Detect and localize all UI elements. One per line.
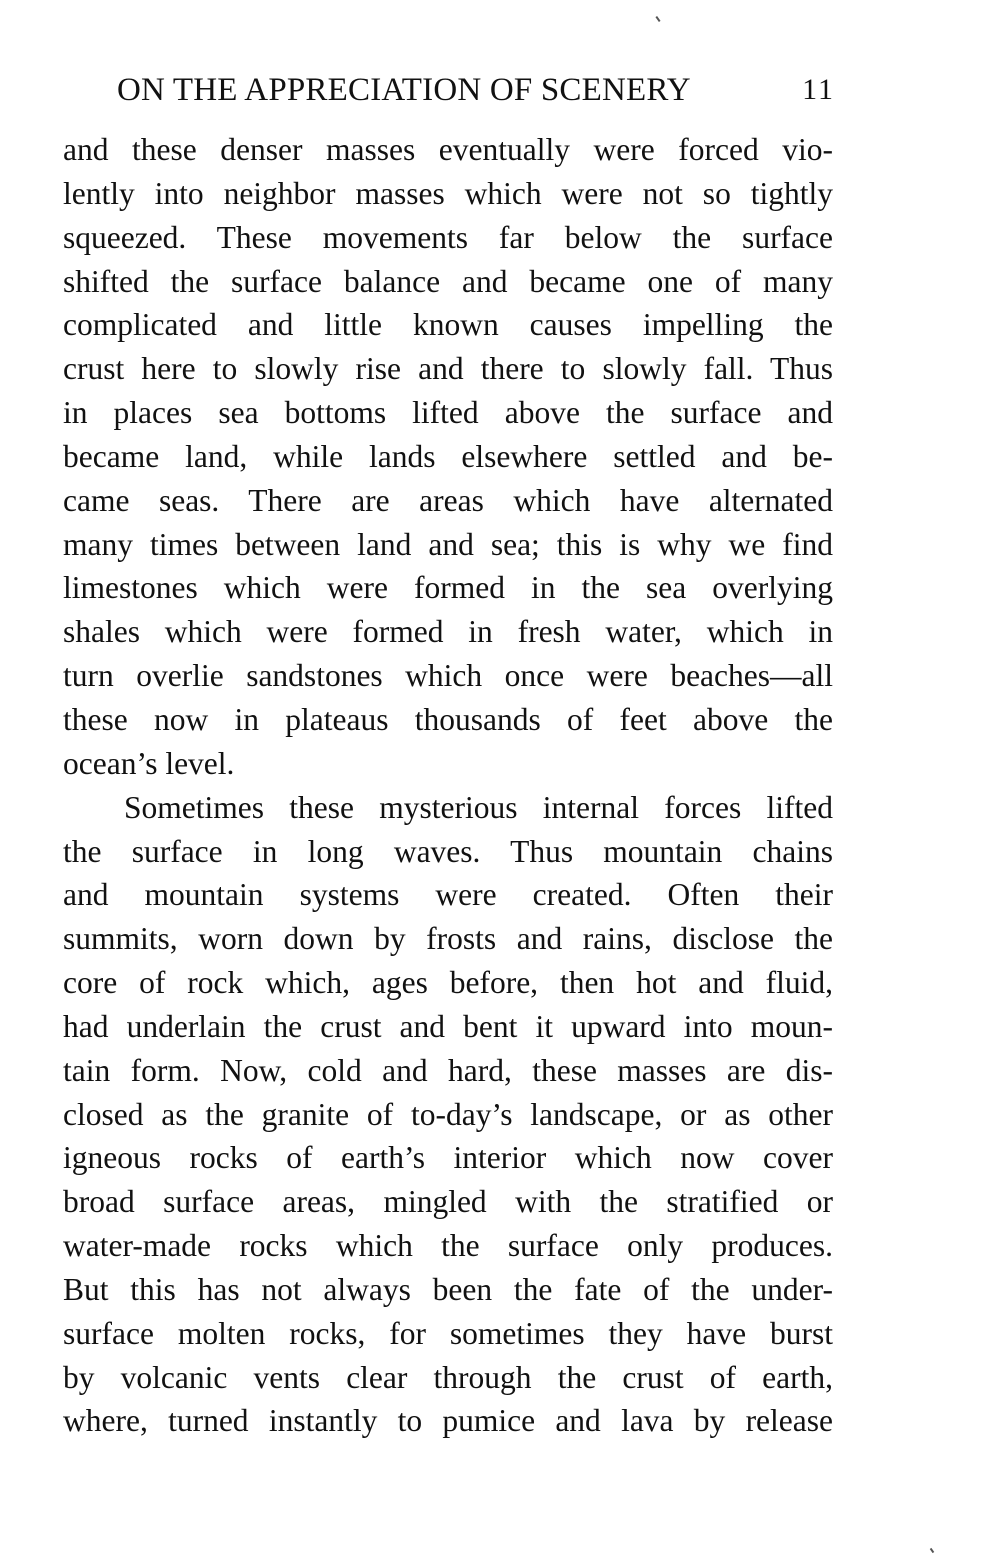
text-line: came seas. There are areas which have alternated bbox=[63, 482, 833, 518]
paragraph-2 bbox=[63, 786, 833, 1444]
text-line: water-made rocks which the surface only produces. bbox=[63, 1228, 833, 1264]
text-line: limestones which were formed in the sea overlying bbox=[63, 570, 833, 606]
text-line: shales which were formed in fresh water, which in bbox=[63, 614, 833, 650]
text-line: But this has not always been the fate of the under- bbox=[63, 1271, 833, 1307]
paragraph-1 bbox=[63, 128, 833, 786]
text-line: these now in plateaus thousands of feet above the bbox=[63, 701, 833, 737]
text-line: and these denser masses eventually were forced vio- bbox=[63, 132, 833, 167]
text-line: broad surface areas, mingled with the stratified or bbox=[63, 1184, 833, 1220]
ink-speck-mark bbox=[655, 16, 660, 22]
text-line: shifted the surface balance and became one of many bbox=[63, 263, 833, 299]
body-text bbox=[63, 128, 833, 1443]
text-line: became land, while lands elsewhere settled and be- bbox=[63, 438, 833, 474]
text-line: had underlain the crust and bent it upward into moun- bbox=[63, 1008, 833, 1044]
running-head bbox=[117, 68, 835, 112]
text-line: many times between land and sea; this is why we find bbox=[63, 526, 833, 562]
text-line: squeezed. These movements far below the surface bbox=[63, 219, 833, 255]
text-line: in places sea bottoms lifted above the surface and bbox=[63, 395, 833, 431]
page-number: 11 bbox=[802, 73, 835, 106]
text-line: closed as the granite of to-day’s landscape, or as other bbox=[63, 1096, 833, 1132]
text-line: turn overlie sandstones which once were beaches—all bbox=[63, 658, 833, 694]
text-line: where, turned instantly to pumice and lava by release bbox=[63, 1403, 833, 1439]
text-line: crust here to slowly rise and there to slowly fall. Thus bbox=[63, 351, 833, 387]
text-line: ocean’s level. bbox=[63, 745, 235, 781]
text-line: tain form. Now, cold and hard, these masses are dis- bbox=[63, 1052, 833, 1088]
text-line: the surface in long waves. Thus mountain chains bbox=[63, 833, 833, 869]
text-line: complicated and little known causes impelling the bbox=[63, 307, 833, 343]
running-title: ON THE APPRECIATION OF SCENERY bbox=[117, 72, 691, 108]
ink-speck-mark bbox=[930, 1548, 935, 1553]
text-line: summits, worn down by frosts and rains, disclose the bbox=[63, 921, 833, 957]
text-line: core of rock which, ages before, then hot and fluid, bbox=[63, 965, 833, 1001]
text-line: Sometimes these mysterious internal forces lifted bbox=[124, 789, 833, 825]
text-line: and mountain systems were created. Often their bbox=[63, 877, 833, 913]
text-line: igneous rocks of earth’s interior which now cover bbox=[63, 1140, 833, 1176]
text-line: surface molten rocks, for sometimes they have burst bbox=[63, 1315, 833, 1351]
text-line: lently into neighbor masses which were not so tightly bbox=[63, 175, 833, 211]
text-line: by volcanic vents clear through the crust of earth, bbox=[63, 1359, 833, 1395]
